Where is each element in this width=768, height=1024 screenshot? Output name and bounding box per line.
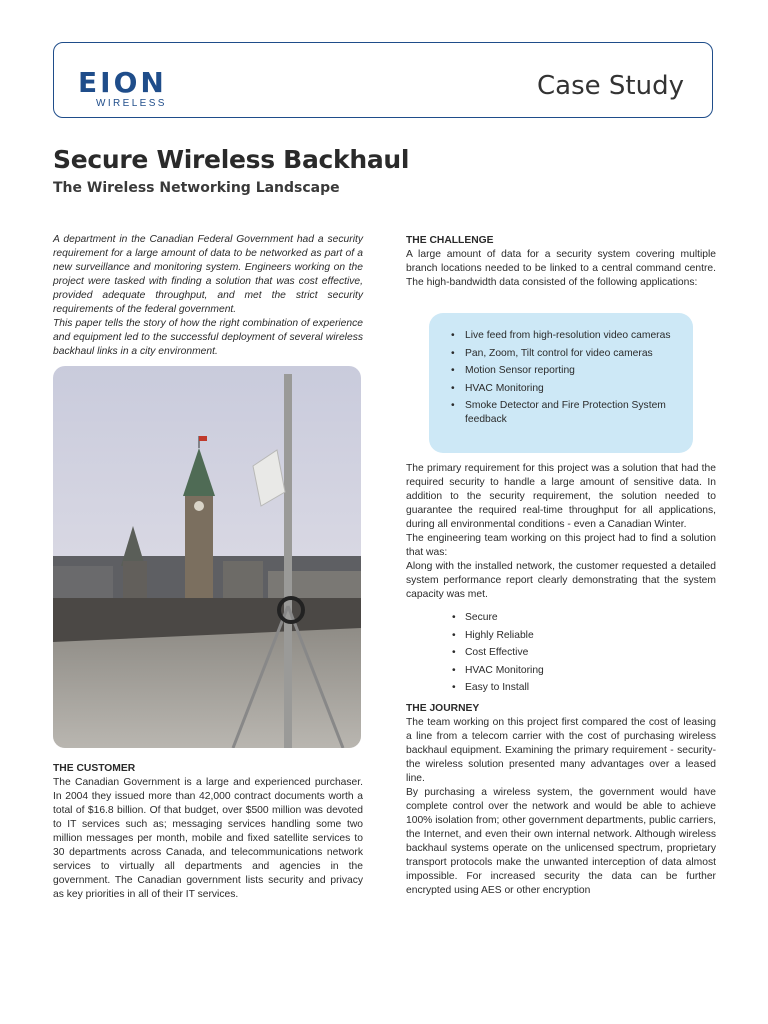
journey-paragraph: By purchasing a wireless system, the government would have complete control over the network and would be able to achieve 100% isolation from; other government departments, public carriers, the Internet, and even their own internal network. Although wireless backhaul systems operate on the unlicensed spectrum, proprietary transport protocols make the unwanted interception of data almost impossible. For increased security the data can be further encrypted using AES or other encryption	[406, 787, 716, 896]
list-item: • Easy to Install	[452, 679, 544, 697]
journey-section	[406, 702, 716, 898]
list-item: • HVAC Monitoring	[452, 662, 544, 680]
logo-subtext: WIRELESS	[96, 98, 167, 109]
doc-type-label: Case Study	[537, 71, 684, 101]
challenge-paragraph: A large amount of data for a security system covering multiple branch locations needed to be linked to a central command centre. The high-bandwidth data consisted of the following applications:	[406, 249, 716, 288]
photo-illustration	[53, 366, 361, 748]
logo-letter: E	[78, 66, 99, 99]
customer-paragraph: The Canadian Government is a large and experienced purchaser. In 2004 they issued more than 42,000 contract documents worth a total of $16.8 billion. Of that budget, over $500 million was devoted to IT services such as; messaging services handling some two million messages per month, mobile and fixed satellite services to 30 departments across Canada, and telecommunications network services to virtually all departments and agencies in the government. The Canadian government lists security and privacy as key priorities in all of their IT services.	[53, 777, 363, 900]
requirements-paragraph: The engineering team working on this project had to find a solution that was:	[406, 533, 716, 558]
list-item: • Motion Sensor reporting	[451, 364, 679, 378]
list-item: • HVAC Monitoring	[451, 382, 679, 396]
list-item: • Cost Effective	[452, 644, 544, 662]
header-box	[53, 42, 713, 118]
list-item: • Secure	[452, 609, 544, 627]
requirements-section	[406, 462, 716, 602]
list-item: • Pan, Zoom, Tilt control for video cameras	[451, 347, 679, 361]
logo-letter: N	[140, 66, 165, 99]
customer-section	[53, 762, 363, 902]
antenna-photo	[53, 366, 361, 748]
list-item: • Highly Reliable	[452, 627, 544, 645]
intro-paragraph: A department in the Canadian Federal Government had a security requirement for a large amount of data to be networked as part of a new surveillance and monitoring system. Engineers working on the project were tasked with finding a solution that was cost effective, provided adequate throughput, and met the strict security requirements of the federal government.	[53, 234, 363, 315]
requirements-paragraph: Along with the installed network, the customer requested a detailed system performance report clearly demonstrating that the system capacity was met.	[406, 561, 716, 600]
journey-paragraph: The team working on this project first compared the cost of leasing a line from a telecom carrier with the cost of purchasing wireless backhaul equipment. Examining the primary requirement - security- the wireless solution presented many advantages over a leased line.	[406, 717, 716, 784]
list-item: • Live feed from high-resolution video cameras	[451, 329, 679, 343]
page-subtitle: The Wireless Networking Landscape	[53, 180, 340, 196]
logo-letter: I	[100, 66, 112, 99]
logo-letter: O	[113, 66, 139, 99]
intro-section	[53, 233, 363, 359]
journey-heading: THE JOURNEY	[406, 703, 480, 714]
logo-wordmark	[78, 66, 167, 99]
challenge-heading: THE CHALLENGE	[406, 235, 494, 246]
applications-list	[451, 329, 679, 426]
customer-heading: THE CUSTOMER	[53, 763, 136, 774]
page-title: Secure Wireless Backhaul	[53, 145, 410, 174]
applications-callout	[429, 313, 693, 453]
eion-wireless-logo	[78, 66, 167, 109]
requirements-list	[452, 609, 544, 697]
intro-paragraph: This paper tells the story of how the right combination of experience and equipment led to the successful deployment of several wireless backhaul links in a city environment.	[53, 318, 363, 357]
requirements-paragraph: The primary requirement for this project was a solution that had the required security to handle a large amount of sensitive data. In addition to the security requirement, the solution needed to guarantee the required real-time throughput for all applications, during all environmental conditions - even a Canadian Winter.	[406, 463, 716, 530]
list-item: • Smoke Detector and Fire Protection System feedback	[451, 399, 679, 426]
challenge-section	[406, 234, 716, 290]
